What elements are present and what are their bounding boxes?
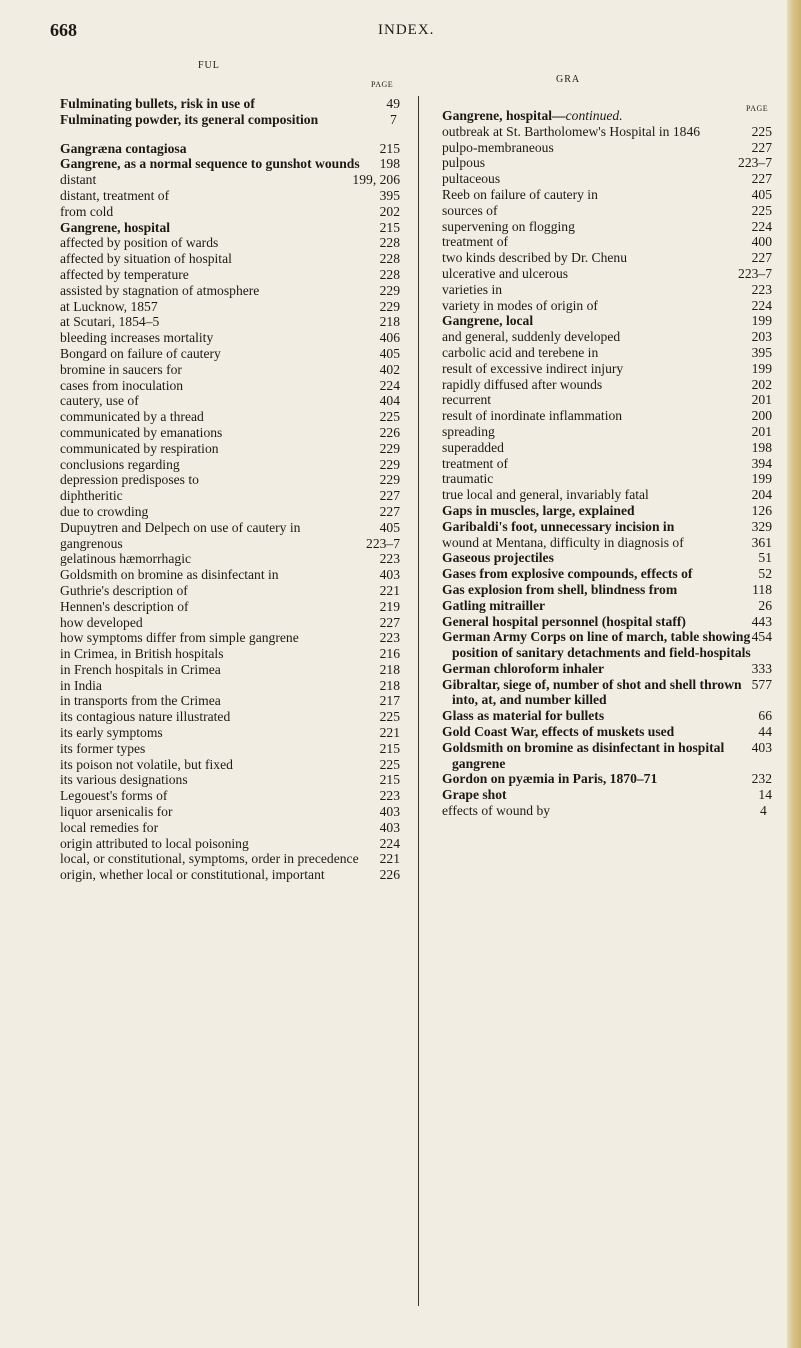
page-reference: 221 <box>379 725 400 741</box>
index-subentry <box>430 171 772 187</box>
index-heading-entry <box>430 677 772 709</box>
entry-text: due to crowding <box>60 503 149 519</box>
index-subentry <box>48 567 400 583</box>
page-reference: 224 <box>379 377 400 393</box>
entry-text: variety in modes of origin of <box>442 297 598 313</box>
index-subentry <box>48 867 400 883</box>
entry-text: General hospital personnel (hospital staff) <box>442 613 686 629</box>
entry-text: from cold <box>60 203 114 219</box>
entry-text: origin attributed to local poisoning <box>60 835 249 851</box>
index-subentry <box>430 282 772 298</box>
index-subentry <box>430 298 772 314</box>
entry-text: gangrenous <box>60 535 123 551</box>
index-subentry <box>48 583 400 599</box>
entry-text: Gas explosion from shell, blindness from <box>442 581 678 597</box>
page-reference: 405 <box>751 186 772 202</box>
page-reference: 217 <box>379 693 400 709</box>
page-reference: 228 <box>379 266 400 282</box>
entry-text: wound at Mentana, difficulty in diagnosis of <box>442 534 684 550</box>
index-subentry <box>48 662 400 678</box>
page-reference: 223–7 <box>366 535 400 551</box>
index-subentry <box>48 836 400 852</box>
column-divider <box>418 96 419 1306</box>
index-subentry <box>48 599 400 615</box>
index-subentry <box>48 678 400 694</box>
page-reference: 229 <box>379 456 400 472</box>
page-reference: 198 <box>379 156 400 172</box>
page-reference: 225 <box>751 123 772 139</box>
index-subentry <box>48 409 400 425</box>
page-reference: 227 <box>379 614 400 630</box>
index-subentry <box>430 250 772 266</box>
index-subentry <box>48 346 400 362</box>
index-heading-entry <box>430 661 772 677</box>
entry-text: Gordon on pyæmia in Paris, 1870–71 <box>442 771 658 787</box>
page-reference: 199 <box>751 360 772 376</box>
entry-text: Gibraltar, siege of, number of shot and shell thrown into, at, and number killed <box>442 676 742 708</box>
page-reference: 49 <box>386 96 400 111</box>
entry-text: Goldsmith on bromine as disinfectant in <box>60 567 279 583</box>
entry-text: Gatling mitrailler <box>442 597 546 613</box>
page-reference: 577 <box>751 676 772 692</box>
index-heading-entry <box>48 156 400 172</box>
page-reference: 403 <box>751 739 772 755</box>
entry-text: bleeding increases mortality <box>60 330 214 346</box>
page-reference: 227 <box>751 250 772 266</box>
left-column-head: FUL <box>198 60 220 71</box>
page-reference: 44 <box>758 724 772 740</box>
index-subentry <box>48 741 400 757</box>
entry-text: and general, suddenly developed <box>442 329 621 345</box>
entry-text: cases from inoculation <box>60 377 184 393</box>
entry-text: its various designations <box>60 772 188 788</box>
index-subentry <box>48 204 400 220</box>
page-reference: 218 <box>379 314 400 330</box>
entry-text: Fulminating powder, its general composition <box>60 111 319 127</box>
page-reference: 229 <box>379 298 400 314</box>
page-reference: 226 <box>379 867 400 883</box>
page-reference: 224 <box>379 835 400 851</box>
entry-text: Gangrene, as a normal sequence to gunshot wounds <box>60 156 360 172</box>
entry-text: superadded <box>442 439 504 455</box>
page-reference: 225 <box>751 202 772 218</box>
entry-text: Gangræna contagiosa <box>60 140 187 156</box>
entry-text: cautery, use of <box>60 393 139 409</box>
index-subentry <box>48 235 400 251</box>
index-subentry <box>48 772 400 788</box>
entry-text: Bongard on failure of cautery <box>60 345 221 361</box>
entry-text: liquor arsenicalis for <box>60 804 173 820</box>
page-reference: 403 <box>379 819 400 835</box>
index-heading-entry <box>430 108 772 124</box>
page-number: 668 <box>50 20 77 40</box>
index-subentry <box>430 219 772 235</box>
page-reference: 215 <box>379 219 400 235</box>
page-edge <box>787 0 801 1348</box>
entry-text: Goldsmith on bromine as disinfectant in hospital gangrene <box>442 739 725 771</box>
index-subentry <box>48 788 400 804</box>
page-reference: 405 <box>379 519 400 535</box>
page-reference: 215 <box>379 140 400 156</box>
entry-text: varieties in <box>442 281 503 297</box>
page-reference: 333 <box>751 660 772 676</box>
page-reference: 202 <box>751 376 772 392</box>
page-reference: 224 <box>751 297 772 313</box>
page-reference: 218 <box>379 677 400 693</box>
index-heading-entry <box>430 740 772 772</box>
page-reference: 51 <box>758 550 772 566</box>
entry-text: origin, whether local or constitutional, important <box>60 867 325 883</box>
entry-text: Legouest's forms of <box>60 788 168 804</box>
entry-text: rapidly diffused after wounds <box>442 376 603 392</box>
entry-text: German chloroform inhaler <box>442 660 605 676</box>
index-heading-entry <box>48 141 400 157</box>
page-reference: 406 <box>379 330 400 346</box>
entry-text: communicated by respiration <box>60 440 219 456</box>
entry-text: recurrent <box>442 392 492 408</box>
page-reference: 4 <box>760 803 767 819</box>
page-reference: 227 <box>751 171 772 187</box>
entry-text: local remedies for <box>60 819 159 835</box>
entry-text: how symptoms differ from simple gangrene <box>60 630 299 646</box>
index-subentry <box>48 851 400 867</box>
index-subentry <box>48 441 400 457</box>
index-subentry <box>48 425 400 441</box>
index-subentry <box>430 392 772 408</box>
entry-text: distant, treatment of <box>60 187 170 203</box>
index-heading-entry <box>430 566 772 582</box>
index-subentry <box>430 361 772 377</box>
index-subentry <box>430 377 772 393</box>
page-reference: 228 <box>379 251 400 267</box>
index-subentry <box>48 251 400 267</box>
page-reference: 394 <box>751 455 772 471</box>
entry-text: in Crimea, in British hospitals <box>60 646 224 662</box>
index-subentry <box>48 820 400 836</box>
index-heading-entry <box>430 598 772 614</box>
page-reference: 361 <box>751 534 772 550</box>
page-reference: 443 <box>751 613 772 629</box>
entry-text: Reeb on failure of cautery in <box>442 186 598 202</box>
entry-text: gelatinous hæmorrhagic <box>60 551 191 567</box>
page-reference: 405 <box>379 345 400 361</box>
entry-text: at Lucknow, 1857 <box>60 298 158 314</box>
page-reference: 199 <box>751 471 772 487</box>
index-subentry <box>430 487 772 503</box>
page-reference: 223–7 <box>738 265 772 281</box>
index-subentry <box>48 188 400 204</box>
index-subentry <box>48 393 400 409</box>
page-reference: 226 <box>379 424 400 440</box>
index-heading-entry <box>430 708 772 724</box>
page-reference: 203 <box>751 329 772 345</box>
index-subentry <box>48 472 400 488</box>
index-heading-entry <box>430 582 772 598</box>
entry-text: Glass as material for bullets <box>442 708 605 724</box>
entry-text: at Scutari, 1854–5 <box>60 314 160 330</box>
entry-text: its contagious nature illustrated <box>60 709 231 725</box>
entry-text: assisted by stagnation of atmosphere <box>60 282 260 298</box>
entry-text: result of excessive indirect injury <box>442 360 624 376</box>
page-reference: 227 <box>379 503 400 519</box>
index-subentry <box>48 536 400 552</box>
entry-text: Gold Coast War, effects of muskets used <box>442 724 675 740</box>
index-heading-entry <box>430 614 772 630</box>
entry-text: treatment of <box>442 234 509 250</box>
index-subentry <box>430 329 772 345</box>
index-heading-entry <box>430 724 772 740</box>
page-reference: 201 <box>751 423 772 439</box>
index-subentry <box>430 424 772 440</box>
page-reference: 118 <box>752 581 772 597</box>
page-reference: 202 <box>379 203 400 219</box>
index-subentry <box>430 234 772 250</box>
index-subentry <box>430 408 772 424</box>
page-reference: 219 <box>379 598 400 614</box>
page-reference: 223 <box>379 551 400 567</box>
running-title: INDEX. <box>378 22 435 38</box>
page-reference: 218 <box>379 661 400 677</box>
entry-text: its former types <box>60 740 146 756</box>
right-index-column <box>430 108 772 819</box>
index-subentry <box>430 187 772 203</box>
page-reference: 126 <box>751 502 772 518</box>
page-reference: 200 <box>751 408 772 424</box>
entry-text: in French hospitals in Crimea <box>60 661 221 677</box>
page-reference: 229 <box>379 282 400 298</box>
page-reference: 228 <box>379 235 400 251</box>
entry-text: affected by temperature <box>60 266 189 282</box>
entry-text: Guthrie's description of <box>60 582 188 598</box>
entry-text: traumatic <box>442 471 494 487</box>
page-reference: 14 <box>758 787 772 803</box>
page-reference: 52 <box>758 566 772 582</box>
page-reference: 402 <box>379 361 400 377</box>
page-reference: 454 <box>751 629 772 645</box>
index-subentry <box>48 615 400 631</box>
page-reference: 26 <box>758 597 772 613</box>
index-heading-entry <box>430 519 772 535</box>
entry-text: Gangrene, hospital <box>60 219 171 235</box>
page-reference: 395 <box>379 187 400 203</box>
page-reference: 329 <box>751 518 772 534</box>
index-subentry <box>48 709 400 725</box>
index-heading-entry <box>430 550 772 566</box>
index-heading-entry <box>430 787 772 803</box>
left-index-column <box>48 96 400 883</box>
page-reference: 199, 206 <box>352 172 400 188</box>
index-subentry <box>48 725 400 741</box>
page-reference: 403 <box>379 804 400 820</box>
index-subentry <box>430 155 772 171</box>
entry-text: supervening on flogging <box>442 218 575 234</box>
page-reference: 227 <box>751 139 772 155</box>
entry-text: Gangrene, local <box>442 313 534 329</box>
index-subentry <box>48 362 400 378</box>
entry-text: carbolic acid and terebene in <box>442 344 599 360</box>
index-subentry <box>48 330 400 346</box>
entry-text: depression predisposes to <box>60 472 199 488</box>
index-subentry <box>48 520 400 536</box>
entry-text: distant <box>60 172 97 188</box>
page-reference: 223–7 <box>738 155 772 171</box>
entry-text: Dupuytren and Delpech on use of cautery in <box>60 519 301 535</box>
index-subentry <box>48 757 400 773</box>
page-reference: 224 <box>751 218 772 234</box>
entry-text: Gaseous projectiles <box>442 550 554 566</box>
entry-text: diphtheritic <box>60 488 123 504</box>
page-reference: 225 <box>379 756 400 772</box>
index-subentry <box>48 551 400 567</box>
entry-continued-note: continued. <box>565 108 623 123</box>
page-reference: 395 <box>751 344 772 360</box>
index-subentry <box>48 314 400 330</box>
page-reference: 7 <box>390 111 397 127</box>
entry-text: its early symptoms <box>60 725 163 741</box>
index-heading-entry <box>430 629 772 661</box>
index-subentry <box>430 803 772 819</box>
index-heading-entry <box>48 220 400 236</box>
index-heading-entry <box>430 503 772 519</box>
index-subentry <box>430 140 772 156</box>
entry-text: effects of wound by <box>442 803 551 819</box>
index-subentry <box>48 693 400 709</box>
index-subentry <box>48 504 400 520</box>
index-subentry <box>48 283 400 299</box>
index-subentry <box>430 440 772 456</box>
index-subentry <box>48 804 400 820</box>
page-column-label: PAGE <box>371 80 394 89</box>
page-reference: 199 <box>751 313 772 329</box>
entry-text: result of inordinate inflammation <box>442 408 623 424</box>
index-subentry <box>430 203 772 219</box>
page-reference: 201 <box>751 392 772 408</box>
entry-text: Hennen's description of <box>60 598 189 614</box>
index-subentry <box>430 124 772 140</box>
page-reference: 227 <box>379 488 400 504</box>
entry-text: outbreak at St. Bartholomew's Hospital in 1846 <box>442 123 701 139</box>
entry-text: conclusions regarding <box>60 456 180 472</box>
index-heading-entry <box>430 771 772 787</box>
page-reference: 66 <box>758 708 772 724</box>
entry-text: affected by position of wards <box>60 235 219 251</box>
index-subentry <box>48 630 400 646</box>
page-reference: 216 <box>379 646 400 662</box>
entry-text: Gaps in muscles, large, explained <box>442 502 635 518</box>
page-reference: 225 <box>379 709 400 725</box>
index-subentry <box>48 488 400 504</box>
entry-text: in India <box>60 677 102 693</box>
entry-text: sources of <box>442 202 498 218</box>
entry-text: how developed <box>60 614 143 630</box>
page-reference: 229 <box>379 472 400 488</box>
page-reference: 215 <box>379 740 400 756</box>
entry-text: Gangrene, hospital— <box>442 108 566 123</box>
page-reference: 198 <box>751 439 772 455</box>
page-reference: 404 <box>379 393 400 409</box>
page-reference: 221 <box>379 851 400 867</box>
entry-text: Garibaldi's foot, unnecessary incision in <box>442 518 675 534</box>
entry-text: treatment of <box>442 455 509 471</box>
page-reference: 221 <box>379 582 400 598</box>
entry-text: pultaceous <box>442 171 501 187</box>
index-subentry <box>430 345 772 361</box>
entry-text: German Army Corps on line of march, table showing position of sanitary detachments and field-hospitals <box>442 629 751 661</box>
index-subentry <box>48 457 400 473</box>
index-subentry <box>48 267 400 283</box>
entry-text: in transports from the Crimea <box>60 693 221 709</box>
page-reference: 400 <box>751 234 772 250</box>
page-reference: 204 <box>751 487 772 503</box>
entry-text: communicated by emanations <box>60 424 223 440</box>
index-subentry <box>48 646 400 662</box>
right-column-head: GRA <box>556 74 581 85</box>
entry-text: bromine in saucers for <box>60 361 182 377</box>
page-reference: 403 <box>379 567 400 583</box>
page-reference: 223 <box>379 630 400 646</box>
entry-text: two kinds described by Dr. Chenu <box>442 250 628 266</box>
page-reference: 229 <box>379 440 400 456</box>
entry-text: spreading <box>442 423 495 439</box>
entry-text: affected by situation of hospital <box>60 251 232 267</box>
entry-text: Fulminating bullets, risk in use of <box>60 96 255 111</box>
page-reference: 232 <box>751 771 772 787</box>
index-subentry <box>430 456 772 472</box>
index-heading-entry <box>48 112 400 128</box>
entry-text: communicated by a thread <box>60 409 204 425</box>
index-subentry <box>430 266 772 282</box>
index-subentry <box>430 535 772 551</box>
entry-text: Gases from explosive compounds, effects of <box>442 566 693 582</box>
index-subentry <box>430 471 772 487</box>
page-column-label: PAGE <box>746 104 769 113</box>
index-heading-entry <box>430 313 772 329</box>
index-heading-entry <box>48 96 400 112</box>
entry-text: pulpous <box>442 155 486 171</box>
page-reference: 223 <box>751 281 772 297</box>
index-subentry <box>48 299 400 315</box>
page-reference: 215 <box>379 772 400 788</box>
entry-text: Grape shot <box>442 787 507 803</box>
page-reference: 225 <box>379 409 400 425</box>
entry-text: its poison not volatile, but fixed <box>60 756 233 772</box>
entry-text: pulpo-membraneous <box>442 139 554 155</box>
entry-text: local, or constitutional, symptoms, order in precedence <box>60 851 359 867</box>
index-subentry <box>48 172 400 188</box>
index-subentry <box>48 378 400 394</box>
entry-text: true local and general, invariably fatal <box>442 487 649 503</box>
entry-text: ulcerative and ulcerous <box>442 265 569 281</box>
page-reference: 223 <box>379 788 400 804</box>
